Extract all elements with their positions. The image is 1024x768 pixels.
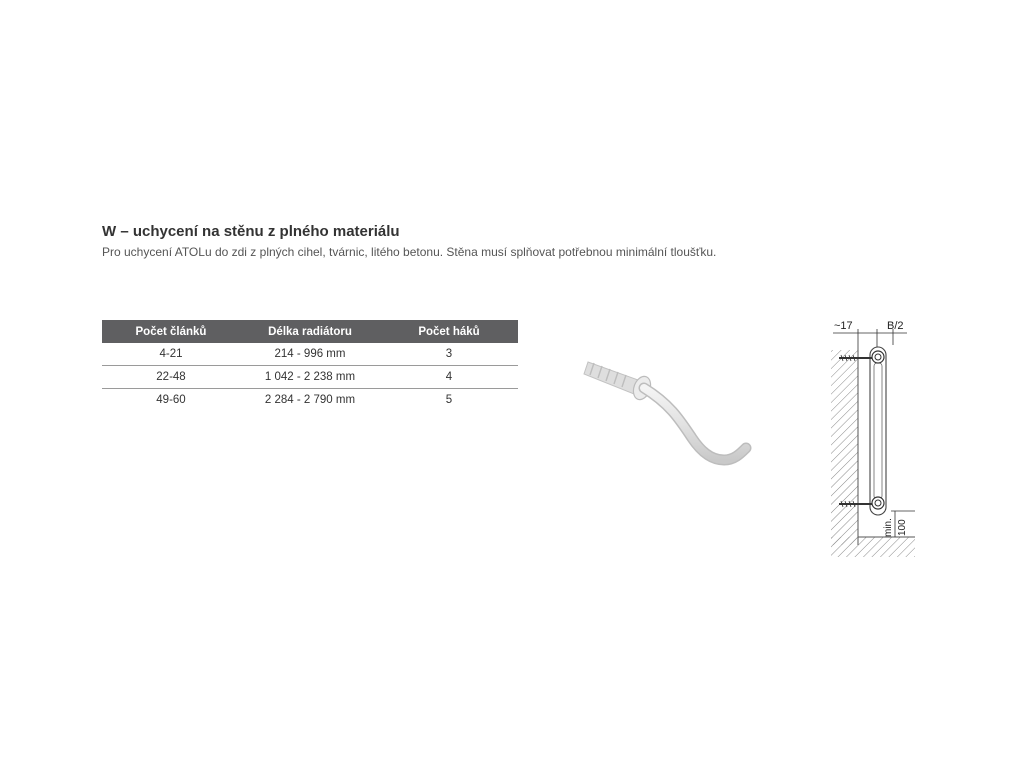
cell-radiator-length: 2 284 - 2 790 mm	[264, 394, 356, 406]
radiator-profile	[870, 347, 886, 515]
section-title: W – uchycení na stěnu z plného materiálu	[102, 223, 400, 240]
table-row	[102, 366, 518, 389]
floor-section	[831, 537, 915, 557]
header-radiator-length: Délka radiátoru	[240, 320, 380, 343]
dimension-height-label: 100	[897, 519, 908, 536]
cell-section-count: 49-60	[156, 394, 186, 406]
dimension-gap-label: ~17	[834, 320, 853, 332]
cell-hook-count: 3	[380, 343, 518, 366]
table-row	[102, 343, 518, 366]
dimension-half-depth-label: B/2	[887, 320, 904, 332]
dimension-min-label: min.	[883, 518, 894, 537]
table-row	[102, 389, 518, 412]
cell-radiator-length: 1 042 - 2 238 mm	[240, 366, 380, 389]
wall-hook-image	[580, 342, 760, 482]
cell-hook-count: 5	[445, 394, 453, 406]
table-header-row	[102, 320, 518, 343]
wall-plug	[584, 362, 638, 394]
hook-count-table	[102, 320, 518, 411]
cell-section-count: 22-48	[102, 366, 240, 389]
section-description: Pro uchycení ATOLu do zdi z plných cihel, tvárnic, litého betonu. Stěna musí splňovat potřebnou minimální tloušťku.	[102, 245, 717, 259]
cell-radiator-length: 214 - 996 mm	[240, 343, 380, 366]
header-hook-count: Počet háků	[380, 320, 518, 343]
cell-section-count: 4-21	[102, 343, 240, 366]
cell-hook-count: 4	[380, 366, 518, 389]
mounting-diagram	[825, 315, 920, 560]
wall-section	[831, 350, 858, 545]
header-section-count: Počet článků	[102, 320, 240, 343]
